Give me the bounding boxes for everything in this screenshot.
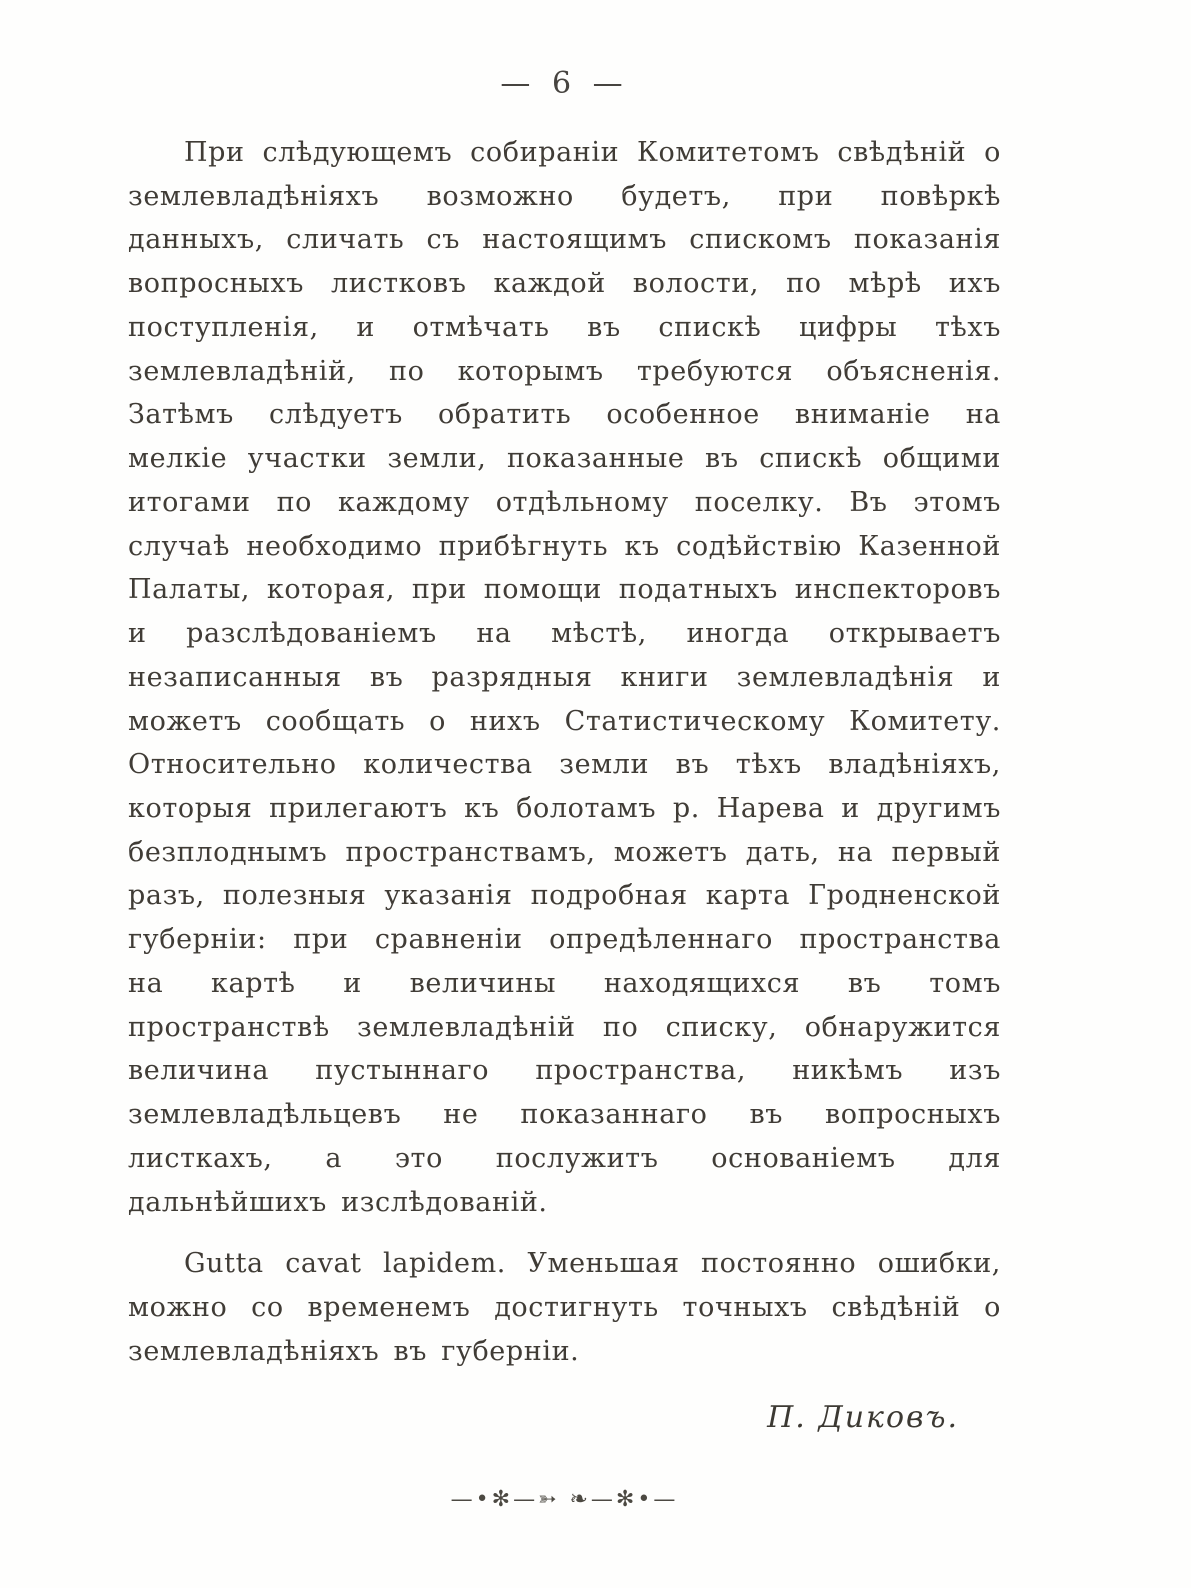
page-number: — 6 — bbox=[500, 66, 629, 101]
paragraph-closing: Gutta cavat lapidem. Уменьшая постоянно ошибки, можно со временемъ достигнуть точныхъ свѣдѣній о землевладѣніяхъ въ губерніи. bbox=[128, 1248, 1001, 1367]
page-body bbox=[128, 131, 1001, 1512]
ornament-divider: —•✻—➳ ❧—✻•— bbox=[450, 1486, 679, 1512]
author-signature: П. Диковъ. bbox=[767, 1399, 959, 1435]
paragraph-main: При слѣдующемъ собираніи Комитетомъ свѣдѣній о землевладѣніяхъ возможно будетъ, при повѣркѣ данныхъ, сличать съ настоящимъ спискомъ показанія вопросныхъ листковъ каждой волости, по мѣрѣ ихъ поступленія, и отмѣчать въ спискѣ цифры тѣхъ землевладѣній, по которымъ требуются объясненія. Затѣмъ слѣдуетъ обратить особенное вниманіе на мелкіе участки земли, показанные въ спискѣ общими итогами по каждому отдѣльному поселку. Въ этомъ случаѣ необходимо прибѣгнуть къ содѣйствію Казенной Палаты, которая, при помощи податныхъ инспекторовъ и разслѣдованіемъ на мѣстѣ, иногда открываетъ незаписанныя въ разрядныя книги землевладѣнія и можетъ сообщать о нихъ Статистическому Комитету. Относительно количества земли въ тѣхъ владѣніяхъ, которыя прилегаютъ къ болотамъ р. Нарева и другимъ безплоднымъ пространствамъ, можетъ дать, на первый разъ, полезныя указанія подробная карта Гродненской губерніи: при сравненіи опредѣленнаго пространства на картѣ и величины находящихся въ томъ пространствѣ землевладѣній по списку, обнаружится величина пустыннаго пространства, никѣмъ изъ землевладѣльцевъ не показаннаго въ вопросныхъ листкахъ, а это послужитъ основаніемъ для дальнѣйшихъ изслѣдованій. bbox=[128, 137, 1001, 1218]
